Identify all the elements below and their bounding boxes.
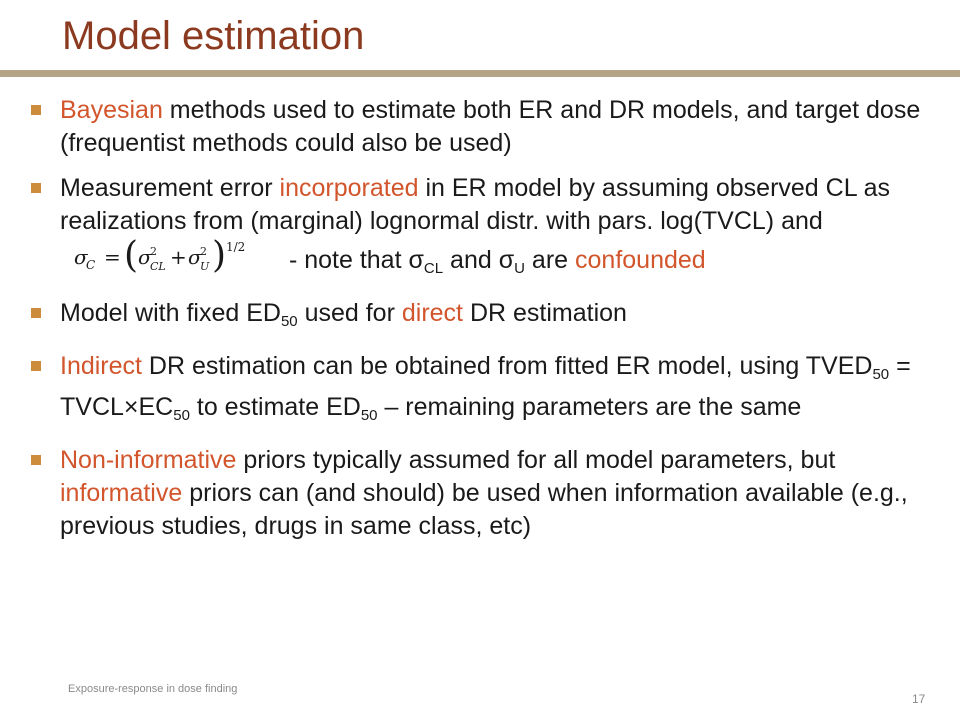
svg-text:2: 2 (150, 245, 157, 258)
highlighted-term: informative (60, 479, 183, 507)
text-segment: - note that σ (282, 246, 424, 274)
slide-title: Model estimation (62, 14, 365, 58)
bullet-text (60, 174, 891, 277)
square-bullet-icon (31, 105, 41, 115)
svg-text:+: + (170, 245, 187, 269)
text-segment: DR estimation (463, 299, 627, 327)
bullet-item (30, 94, 940, 160)
highlighted-term: incorporated (279, 174, 419, 202)
bullet-text (60, 299, 627, 330)
text-segment: to estimate ED (189, 393, 361, 421)
footer-text: Exposure-response in dose finding (68, 683, 238, 695)
svg-text:σ: σ (138, 245, 152, 269)
subscript: 50 (280, 313, 298, 330)
text-segment: Measurement error (60, 174, 280, 202)
svg-text:2: 2 (200, 245, 207, 258)
text-segment: and σ (443, 246, 515, 274)
highlighted-term: Bayesian (60, 96, 163, 124)
bullet-item (30, 297, 940, 338)
bullet-text (60, 96, 920, 157)
svg-text:σ: σ (188, 245, 202, 269)
highlighted-term: Indirect (60, 352, 142, 380)
text-segment: used for (297, 299, 402, 327)
svg-text:1/2: 1/2 (226, 240, 246, 254)
svg-text:CL: CL (150, 260, 166, 273)
text-segment: priors typically assumed for all model parameters, but (236, 446, 836, 474)
bullet-list (30, 94, 940, 555)
page-number: 17 (912, 692, 926, 706)
text-segment: = TVCL×EC (60, 352, 911, 421)
subscript: 50 (360, 407, 378, 424)
text-segment: – remaining parameters are the same (377, 393, 802, 421)
square-bullet-icon (31, 183, 41, 193)
svg-text:): ) (212, 238, 227, 276)
square-bullet-icon (31, 308, 41, 318)
bullet-text (60, 446, 908, 540)
text-segment: priors can (and should) be used when information available (e.g., previous studies, drugs in same class, etc) (60, 479, 908, 540)
text-segment: methods used to estimate both ER and DR models, and target dose (frequentist methods could also be used) (60, 96, 921, 157)
subscript: 50 (872, 366, 890, 383)
highlighted-term: Non-informative (60, 446, 237, 474)
highlighted-term: confounded (575, 246, 706, 274)
svg-text:U: U (200, 260, 210, 273)
text-segment: in ER model by assuming observed CL as realizations from (marginal) lognormal distr. with pars. log(TVCL) and (60, 174, 891, 235)
formula (70, 238, 278, 285)
subscript: CL (423, 260, 444, 277)
text-segment: Model with fixed ED (60, 299, 281, 327)
svg-text:σ: σ (74, 245, 88, 269)
subscript: 50 (173, 407, 190, 424)
svg-text:=: = (104, 245, 121, 269)
subscript: U (514, 260, 525, 277)
bullet-item (30, 172, 940, 285)
bullet-text (60, 352, 911, 424)
square-bullet-icon (31, 455, 41, 465)
svg-text:(: ( (124, 238, 139, 276)
square-bullet-icon (31, 361, 41, 371)
bullet-item (30, 350, 940, 432)
text-segment: DR estimation can be obtained from fitted ER model, using TVED (141, 352, 873, 380)
sigma-c-formula (70, 238, 278, 276)
svg-text:C: C (86, 258, 96, 272)
highlighted-term: direct (401, 299, 463, 327)
bullet-item (30, 444, 940, 543)
text-segment: are (524, 246, 576, 274)
title-divider (0, 70, 960, 77)
